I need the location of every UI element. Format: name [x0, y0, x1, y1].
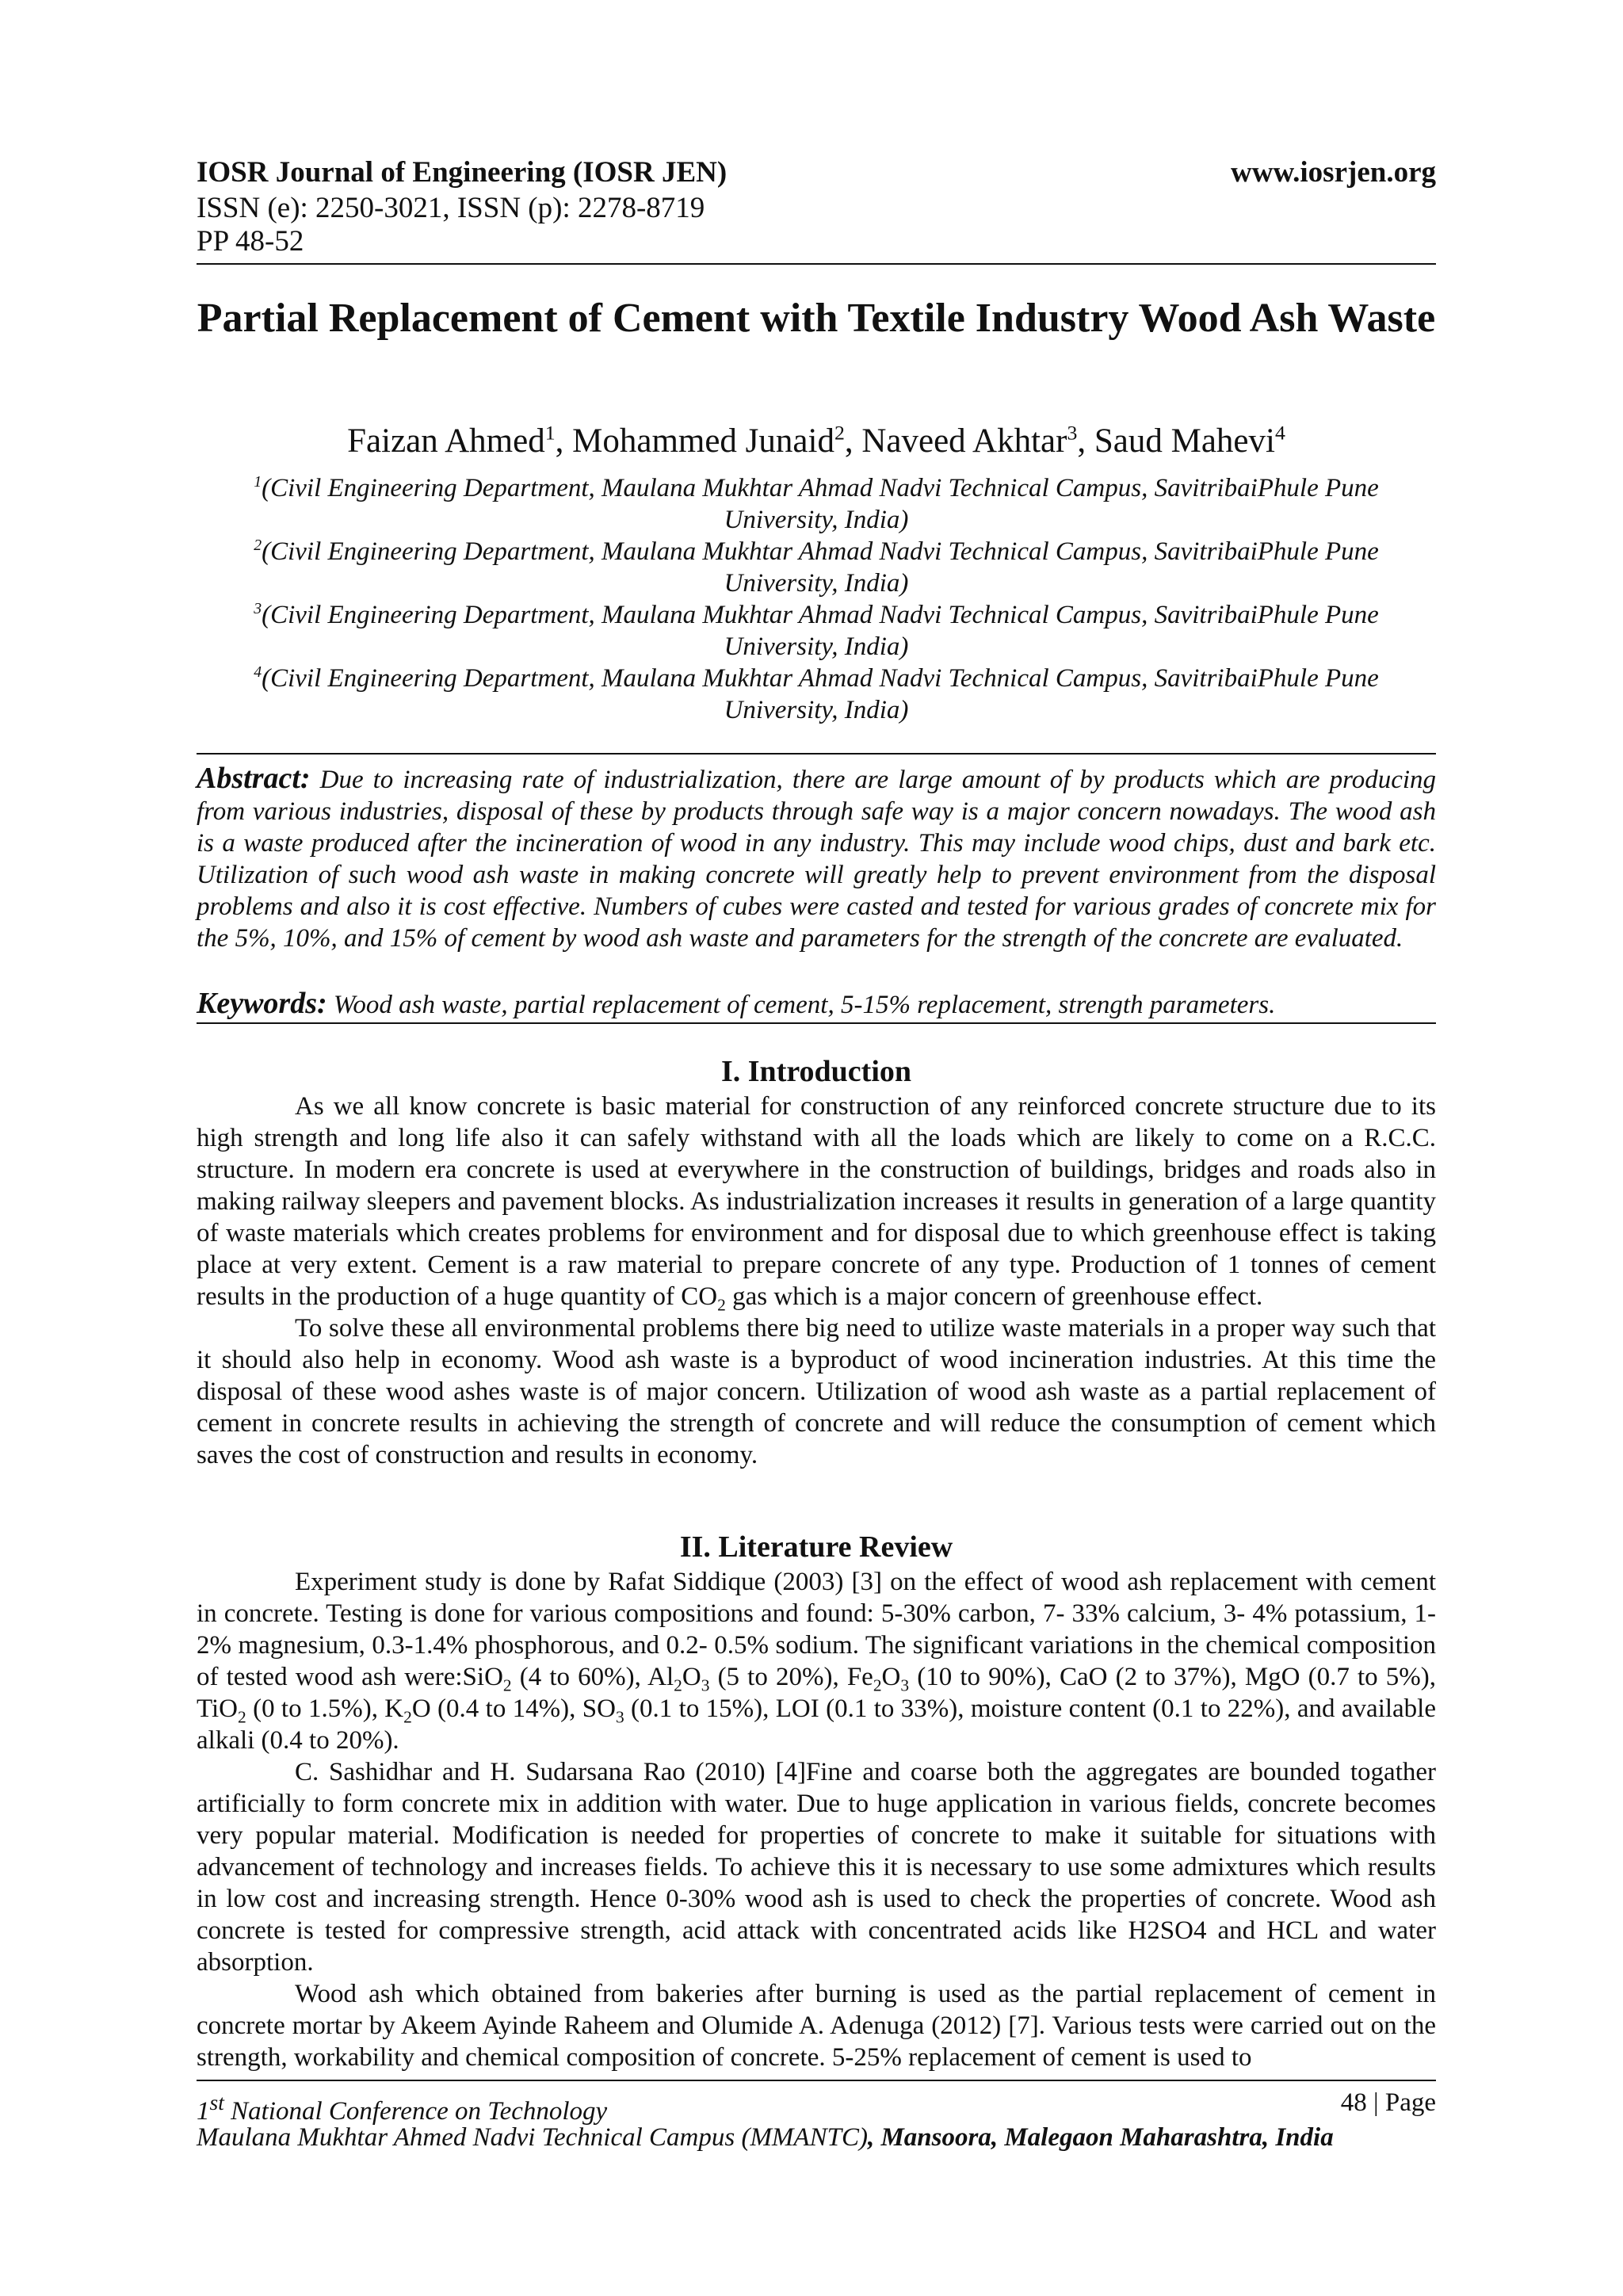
paper-title: Partial Replacement of Cement with Textile Industry Wood Ash Waste: [197, 296, 1436, 341]
keywords-label: Keywords:: [197, 987, 327, 1020]
keywords: [197, 988, 1436, 1021]
affiliation: $^3$(Civil Engineering Department, Maulana Mukhtar Ahmad Nadvi Technical Campus, SavitribaiPhule Pune University, India): [254, 600, 1379, 661]
introduction-body: [197, 1091, 1436, 1471]
affiliation: $^4$(Civil Engineering Department, Maulana Mukhtar Ahmad Nadvi Technical Campus, SavitribaiPhule Pune University, India): [254, 663, 1379, 724]
author: Naveed Akhtar$^3$,: [861, 421, 1094, 460]
abstract-text: Due to increasing rate of industrialization, there are large amount of by products which are producing from various industries, disposal of these by products through safe way is a major concern nowadays. The wood ash is a waste produced after the incineration of wood in any industry. This may include wood chips, dust and bark etc. Utilization of such wood ash waste in making concrete will greatly help to prevent environment from the disposal problems and also it is cost effective. Numbers of cubes were casted and tested for various grades of concrete mix for the 5%, 10%, and 15% of cement by wood ash waste and parameters for the strength of the concrete are evaluated.: [197, 766, 1437, 953]
author: Faizan Ahmed$^1$,: [347, 421, 573, 460]
author-list: [197, 420, 1436, 463]
section-heading-introduction: I. Introduction: [720, 1055, 912, 1088]
paragraph: Experiment study is done by Rafat Siddique (2003) [3] on the effect of wood ash replacement with cement in concrete. Testing is done for various compositions and found: 5-30% carbon, 7- 33% calcium, 3- 4% potassium, 1- 2% magnesium, 0.3-1.4% phosphorous, and 0.2- 0.5% sodium. The significant variations in the chemical composition of tested wood ash were:SiO$_2$ (4 to 60%), $Al_2O_3$ (5 to 20%), $Fe_2O_3$ (10 to 90%), CaO (2 to 37%), MgO (0.7 to 5%), TiO$_2$ (0 to 1.5%), $K_2O$ (0.4 to 14%), $SO_3$ (0.1 to 15%), LOI (0.1 to 33%), moisture content (0.1 to 22%), and available alkali (0.4 to 20%).: [197, 1568, 1437, 1755]
campus-name: Maulana Mukhtar Ahmed Nadvi Technical Campus (MMANTC): [197, 2123, 868, 2152]
affiliation: $^2$(Civil Engineering Department, Maulana Mukhtar Ahmad Nadvi Technical Campus, SavitribaiPhule Pune University, India): [254, 537, 1379, 598]
author: Mohammed Junaid$^2$,: [572, 421, 862, 460]
paragraph: As we all know concrete is basic material for construction of any reinforced concrete structure due to its high strength and long life also it can safely withstand with all the loads which are likely to come on a R.C.C. structure. In modern era concrete is used at everywhere in the construction of buildings, bridges and roads also in making railway sleepers and pavement blocks. As industrialization increases it results in generation of a large quantity of waste materials which creates problems for environment and for disposal due to which greenhouse effect is taking place at very extent. Cement is a raw material to prepare concrete of any type. Production of 1 tonnes of cement results in the production of a huge quantity of $CO_2$ gas which is a major concern of greenhouse effect.: [197, 1092, 1436, 1315]
page-number: 48 | Page: [1340, 2088, 1436, 2117]
author: Saud Mahevi$^4$: [1094, 421, 1285, 460]
abstract-label: Abstract:: [197, 762, 311, 795]
section-heading-literature-review: II. Literature Review: [679, 1530, 953, 1564]
issn-line: ISSN (e): 2250-3021, ISSN (p): 2278-8719: [197, 192, 705, 224]
campus-location: , Mansoora, Malegaon Maharashtra, India: [867, 2123, 1334, 2152]
affiliation: $^1$(Civil Engineering Department, Maulana Mukhtar Ahmad Nadvi Technical Campus, SavitribaiPhule Pune University, India): [254, 473, 1379, 534]
conference-name: 1st National Conference on Technology: [197, 2090, 608, 2126]
abstract-rule-top: [197, 753, 1436, 755]
footer-campus: [197, 2121, 1436, 2154]
abstract: [197, 762, 1436, 954]
paragraph: C. Sashidhar and H. Sudarsana Rao (2010) [4]Fine and coarse both the aggregates are bounded togather artificially to form concrete mix in addition with water. Due to huge application in various fields, concrete becomes very popular material. Modification is needed for properties of concrete to make it suitable for situations with advancement of technology and increases fields. To achieve this it is necessary to use some admixtures which results in low cost and increasing strength. Hence 0-30% wood ash is used to check the properties of concrete. Wood ash concrete is tested for compressive strength, acid attack with concentrated acids like H2SO4 and HCL and water absorption.: [197, 1758, 1436, 1977]
journal-name: IOSR Journal of Engineering (IOSR JEN): [197, 156, 727, 189]
journal-website: www.iosrjen.org: [1231, 156, 1436, 189]
page-range: PP 48-52: [197, 225, 304, 258]
keywords-text: Wood ash waste, partial replacement of cement, 5-15% replacement, strength parameters.: [333, 991, 1276, 1019]
footer-rule: [197, 2080, 1436, 2081]
paragraph: To solve these all environmental problems there big need to utilize waste materials in a proper way such that it should also help in economy. Wood ash waste is a byproduct of wood incineration industries. At this time the disposal of these wood ashes waste is of major concern. Utilization of wood ash waste as a partial replacement of cement in concrete results in achieving the strength of concrete and will reduce the consumption of cement which saves the cost of construction and results in economy.: [197, 1314, 1436, 1469]
paragraph: Wood ash which obtained from bakeries after burning is used as the partial replacement of cement in concrete mortar by Akeem Ayinde Raheem and Olumide A. Adenuga (2012) [7]. Various tests were carried out on the strength, workability and chemical composition of concrete. 5-25% replacement of cement is used to: [197, 1980, 1436, 2072]
journal-header: [197, 155, 1436, 190]
abstract-rule-bottom: [197, 1022, 1436, 1024]
header-rule: [197, 263, 1436, 265]
literature-review-body: [197, 1566, 1436, 2073]
